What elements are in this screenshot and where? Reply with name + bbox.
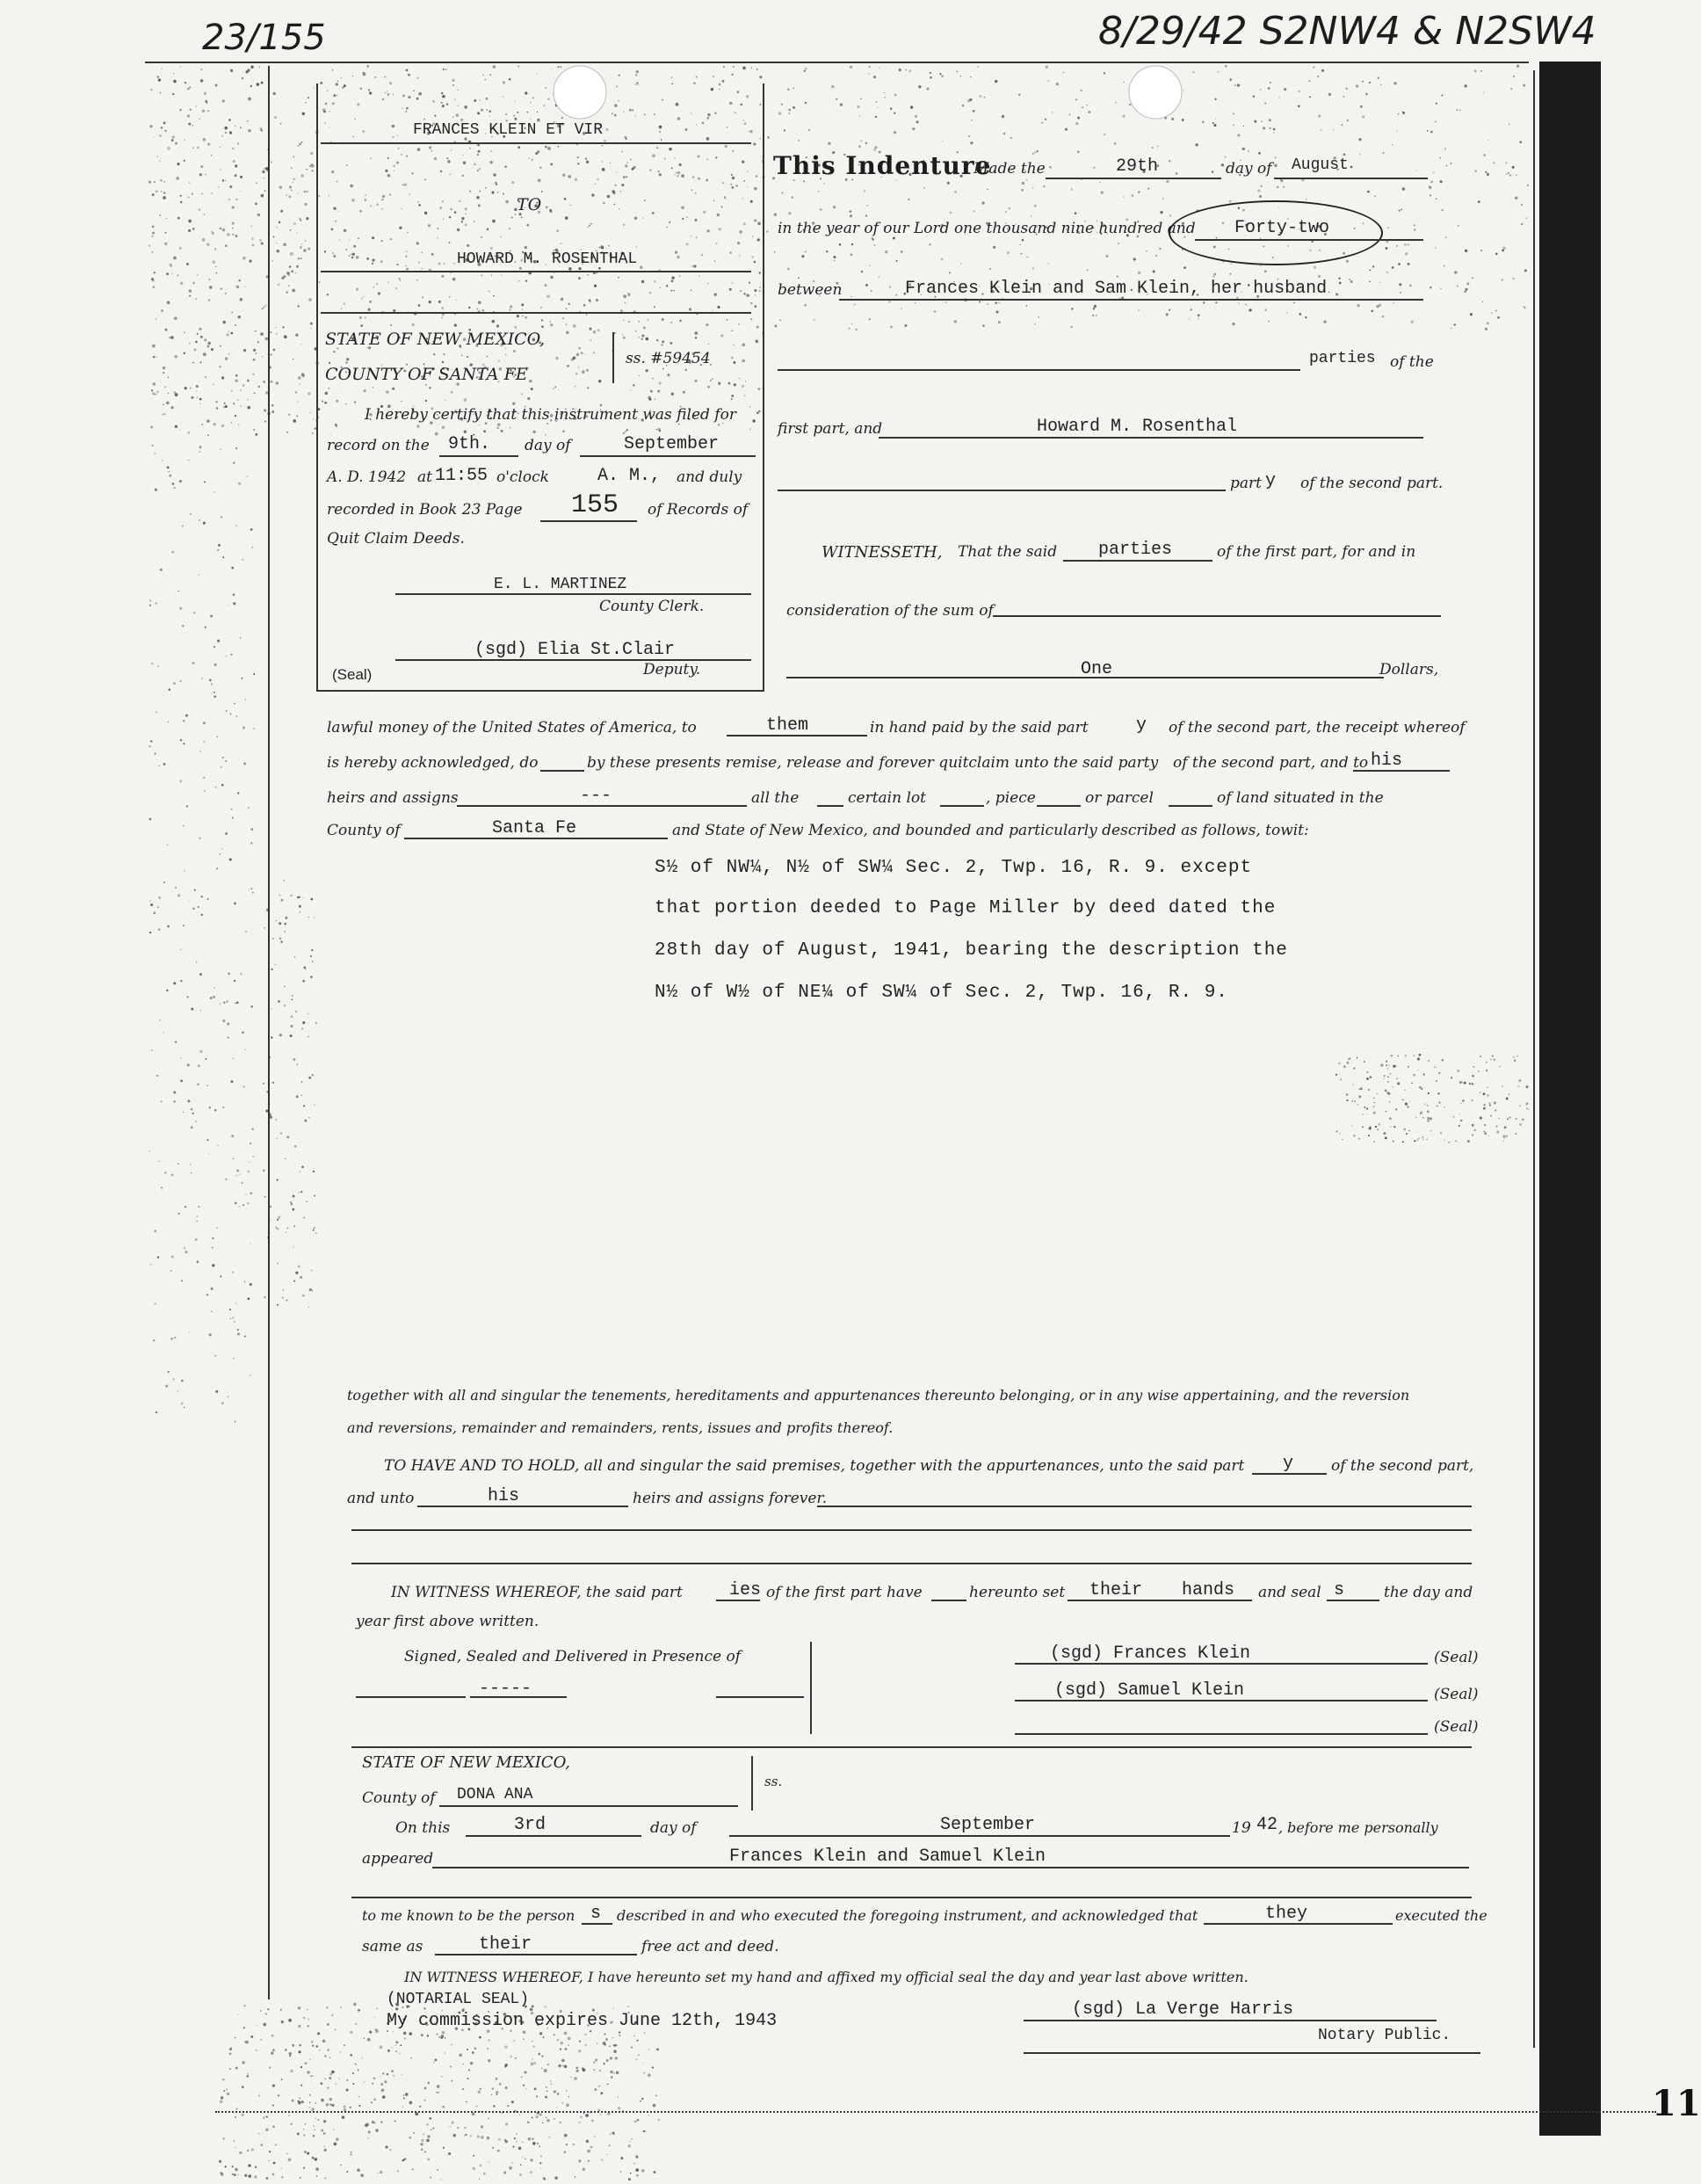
quitclaim-text: by these presents remise, release and forever quitclaim unto the said party <box>587 754 1159 772</box>
at-label: at <box>417 468 432 486</box>
first-part-and-label: first part, and <box>778 420 883 438</box>
of-first-part-label: of the first part, for and in <box>1217 543 1416 561</box>
recorded-day: 9th. <box>448 434 491 454</box>
heirs-forever-text: heirs and assigns forever. <box>633 1490 828 1507</box>
appeared-text: appeared <box>362 1850 434 1868</box>
oclock-label: o'clock <box>496 468 549 486</box>
seal-suffix: s <box>1334 1580 1345 1600</box>
heirs-value: --- <box>580 786 612 806</box>
right-dark-edge <box>1539 62 1601 2136</box>
of-the-label: of the <box>1390 353 1434 371</box>
first-parties: Frances Klein and Sam Klein, her husband <box>905 279 1328 299</box>
notary-public-label: Notary Public. <box>1318 2027 1451 2044</box>
part-suffix: y <box>1136 715 1147 736</box>
of-second-part-label: of the second part. <box>1300 475 1444 492</box>
witness-part-value: ies <box>729 1580 762 1600</box>
property-description-line: N½ of W½ of NE¼ of SW¼ of Sec. 2, Twp. 16, R. 9. <box>655 983 1228 1003</box>
known-person-text: to me known to be the person <box>362 1907 575 1924</box>
to-label: TO <box>517 195 542 214</box>
property-description-line: S½ of NW¼, N½ of SW¼ Sec. 2, Twp. 16, R. 9. except <box>655 858 1253 878</box>
have-hold-part-value: y <box>1283 1454 1294 1474</box>
in-witness-text: IN WITNESS WHEREOF, the said part <box>391 1584 683 1601</box>
signature-samuel-klein: (sgd) Samuel Klein <box>1054 1680 1245 1701</box>
property-description-line: that portion deeded to Page Miller by deed dated the <box>655 898 1277 918</box>
recorded-page: 155 <box>571 490 619 520</box>
described-text: described in and who executed the foregoing instrument, and acknowledged that <box>617 1907 1198 1924</box>
signed-sealed-text: Signed, Sealed and Delivered in Presence of <box>404 1648 742 1665</box>
county-of-text: County of <box>327 822 401 839</box>
ad-year: A. D. 1942 <box>327 468 407 486</box>
day-of-text: day of <box>650 1819 697 1837</box>
consideration-label: consideration of the sum of <box>786 602 994 620</box>
notary-witness-text: IN WITNESS WHEREOF, I have hereunto set my hand and affixed my official seal the day and year last above written. <box>404 1969 1249 1985</box>
have-and-hold-text: TO HAVE AND TO HOLD, all and singular the said premises, together with the appurtenances, unto the said part <box>384 1457 1245 1475</box>
notarial-seal: (NOTARIAL SEAL) <box>387 1991 530 2008</box>
recorded-month: September <box>624 434 720 454</box>
ss-number: ss. #59454 <box>626 350 711 367</box>
notary-signature: (sgd) La Verge Harris <box>1072 1999 1294 2020</box>
quit-claim-label: Quit Claim Deeds. <box>327 530 465 548</box>
indenture-day: 29th <box>1116 156 1159 177</box>
they-value: they <box>1265 1904 1308 1924</box>
between-label: between <box>778 281 843 299</box>
notary-year: 42 <box>1256 1815 1278 1835</box>
hereby-text: is hereby acknowledged, do <box>327 754 539 772</box>
receipt-text: of the second part, the receipt whereof <box>1169 719 1466 736</box>
part-label: part <box>1230 475 1262 492</box>
panel-right-edge <box>763 83 764 690</box>
top-border <box>145 62 1529 63</box>
his-value: his <box>1371 751 1403 771</box>
heirs-assigns-text: heirs and assigns <box>327 789 459 807</box>
county-value: Santa Fe <box>492 818 577 838</box>
year-first-text: year first above written. <box>356 1613 539 1630</box>
appeared-value: Frances Klein and Samuel Klein <box>729 1847 1046 1867</box>
panel-left-edge <box>316 83 318 690</box>
indenture-month: August <box>1292 156 1349 174</box>
notary-county-of: County of <box>362 1789 436 1807</box>
grantor-name: FRANCES KLEIN ET VIR <box>413 121 604 139</box>
second-part-text: of the second part, <box>1331 1457 1474 1475</box>
their-value: their <box>479 1934 532 1955</box>
witness-value: ----- <box>479 1679 532 1699</box>
recorded-time: 11:55 <box>435 466 489 486</box>
day-of-label: day of <box>525 437 571 454</box>
deputy-label: Deputy. <box>643 661 701 678</box>
to-them-value: them <box>766 715 809 736</box>
day-of-label: day of <box>1226 160 1272 178</box>
year-circle-mark <box>1169 200 1383 265</box>
year-text: in the year of our Lord one thousand nine hundred and <box>778 220 1196 237</box>
the-day-text: the day and <box>1384 1584 1473 1601</box>
part-suffix: y <box>1265 471 1277 491</box>
before-me-text: , before me personally <box>1278 1819 1438 1836</box>
page-number: 11 <box>1652 2083 1701 2124</box>
commission-expires: My commission expires June 12th, 1943 <box>387 2011 778 2031</box>
same-as-text: same as <box>362 1938 423 1955</box>
lawful-money-text: lawful money of the United States of America, to <box>327 719 697 736</box>
or-parcel-text: or parcel <box>1085 789 1154 807</box>
recorded-in-book: recorded in Book 23 Page <box>327 501 523 519</box>
and-seal-text: and seal <box>1258 1584 1321 1601</box>
margin-note-date-description: 8/29/42 S2NW4 & N2SW4 <box>1098 9 1596 54</box>
hands-value: hands <box>1182 1580 1235 1600</box>
all-the-text: all the <box>751 789 800 807</box>
hereunto-text: hereunto set <box>969 1584 1066 1601</box>
margin-note-book-page: 23/155 <box>202 18 326 58</box>
seal-label: (Seal) <box>1434 1718 1479 1736</box>
property-description-line: 28th day of August, 1941, bearing the description the <box>655 940 1288 961</box>
second-party: Howard M. Rosenthal <box>1037 417 1238 437</box>
dollars-label: Dollars, <box>1379 661 1439 678</box>
bottom-border <box>215 2111 1656 2113</box>
executed-text: executed the <box>1395 1907 1487 1924</box>
state-bounded-text: and State of New Mexico, and bounded and particularly described as follows, towit: <box>672 822 1309 839</box>
record-on-label: record on the <box>327 437 430 454</box>
reversions-text: and reversions, remainder and remainders, rents, issues and profits thereof. <box>347 1419 894 1436</box>
left-border <box>268 66 270 1999</box>
free-act-text: free act and deed. <box>641 1938 779 1955</box>
grantee-name: HOWARD M. ROSENTHAL <box>457 250 638 268</box>
of-first-have-text: of the first part have <box>766 1584 923 1601</box>
person-suffix: s <box>590 1904 602 1924</box>
notary-day: 3rd <box>514 1815 546 1835</box>
right-border <box>1533 70 1535 2048</box>
together-text: together with all and singular the tenements, hereditaments and appurtenances thereunto belonging, or in any wise appertaining, and the reversion <box>347 1387 1410 1404</box>
notary-state: STATE OF NEW MEXICO, <box>362 1753 571 1772</box>
notary-county-value: DONA ANA <box>457 1786 533 1803</box>
seal-label: (Seal) <box>1434 1649 1479 1666</box>
county-clerk-name: E. L. MARTINEZ <box>494 576 627 593</box>
recorded-ampm: A. M., <box>597 466 662 486</box>
and-unto-text: and unto <box>347 1490 415 1507</box>
certain-lot-text: certain lot <box>848 789 926 807</box>
notary-ss: ss. <box>764 1774 783 1789</box>
state-label: STATE OF NEW MEXICO, <box>325 330 546 349</box>
parties-word: parties <box>1098 540 1173 560</box>
second-part-and-to: of the second part, and to <box>1173 754 1369 772</box>
county-clerk-label: County Clerk. <box>599 598 705 615</box>
county-label: COUNTY OF SANTA FE <box>325 365 528 384</box>
piece-text: , piece <box>986 789 1036 807</box>
year-prefix: 19 <box>1232 1819 1251 1837</box>
certify-text: I hereby certify that this instrument was filed for <box>365 406 736 424</box>
and-duly-label: and duly <box>677 468 742 486</box>
indenture-title: This Indenture <box>773 151 992 180</box>
seal-label: (Seal) <box>332 666 373 683</box>
deputy-name: (sgd) Elia St.Clair <box>474 640 676 660</box>
notary-month: September <box>940 1815 1036 1835</box>
and-unto-value: his <box>488 1486 520 1506</box>
indenture-year: Forty-two <box>1234 218 1330 238</box>
parties-value: parties <box>1309 350 1376 367</box>
witnesseth-label: WITNESSETH, <box>822 543 943 562</box>
on-this-text: On this <box>395 1819 451 1837</box>
that-said-label: That the said <box>958 543 1058 561</box>
witness-bracket <box>810 1642 812 1734</box>
hand-paid-text: in hand paid by the said part <box>870 719 1089 736</box>
signature-frances-klein: (sgd) Frances Klein <box>1050 1643 1251 1664</box>
of-land-text: of land situated in the <box>1217 789 1384 807</box>
made-the-label: Made the <box>974 160 1046 178</box>
of-records-label: of Records of <box>648 501 749 519</box>
consideration-sum: One <box>1081 659 1113 679</box>
seal-label: (Seal) <box>1434 1686 1479 1703</box>
their-value: their <box>1089 1580 1143 1600</box>
